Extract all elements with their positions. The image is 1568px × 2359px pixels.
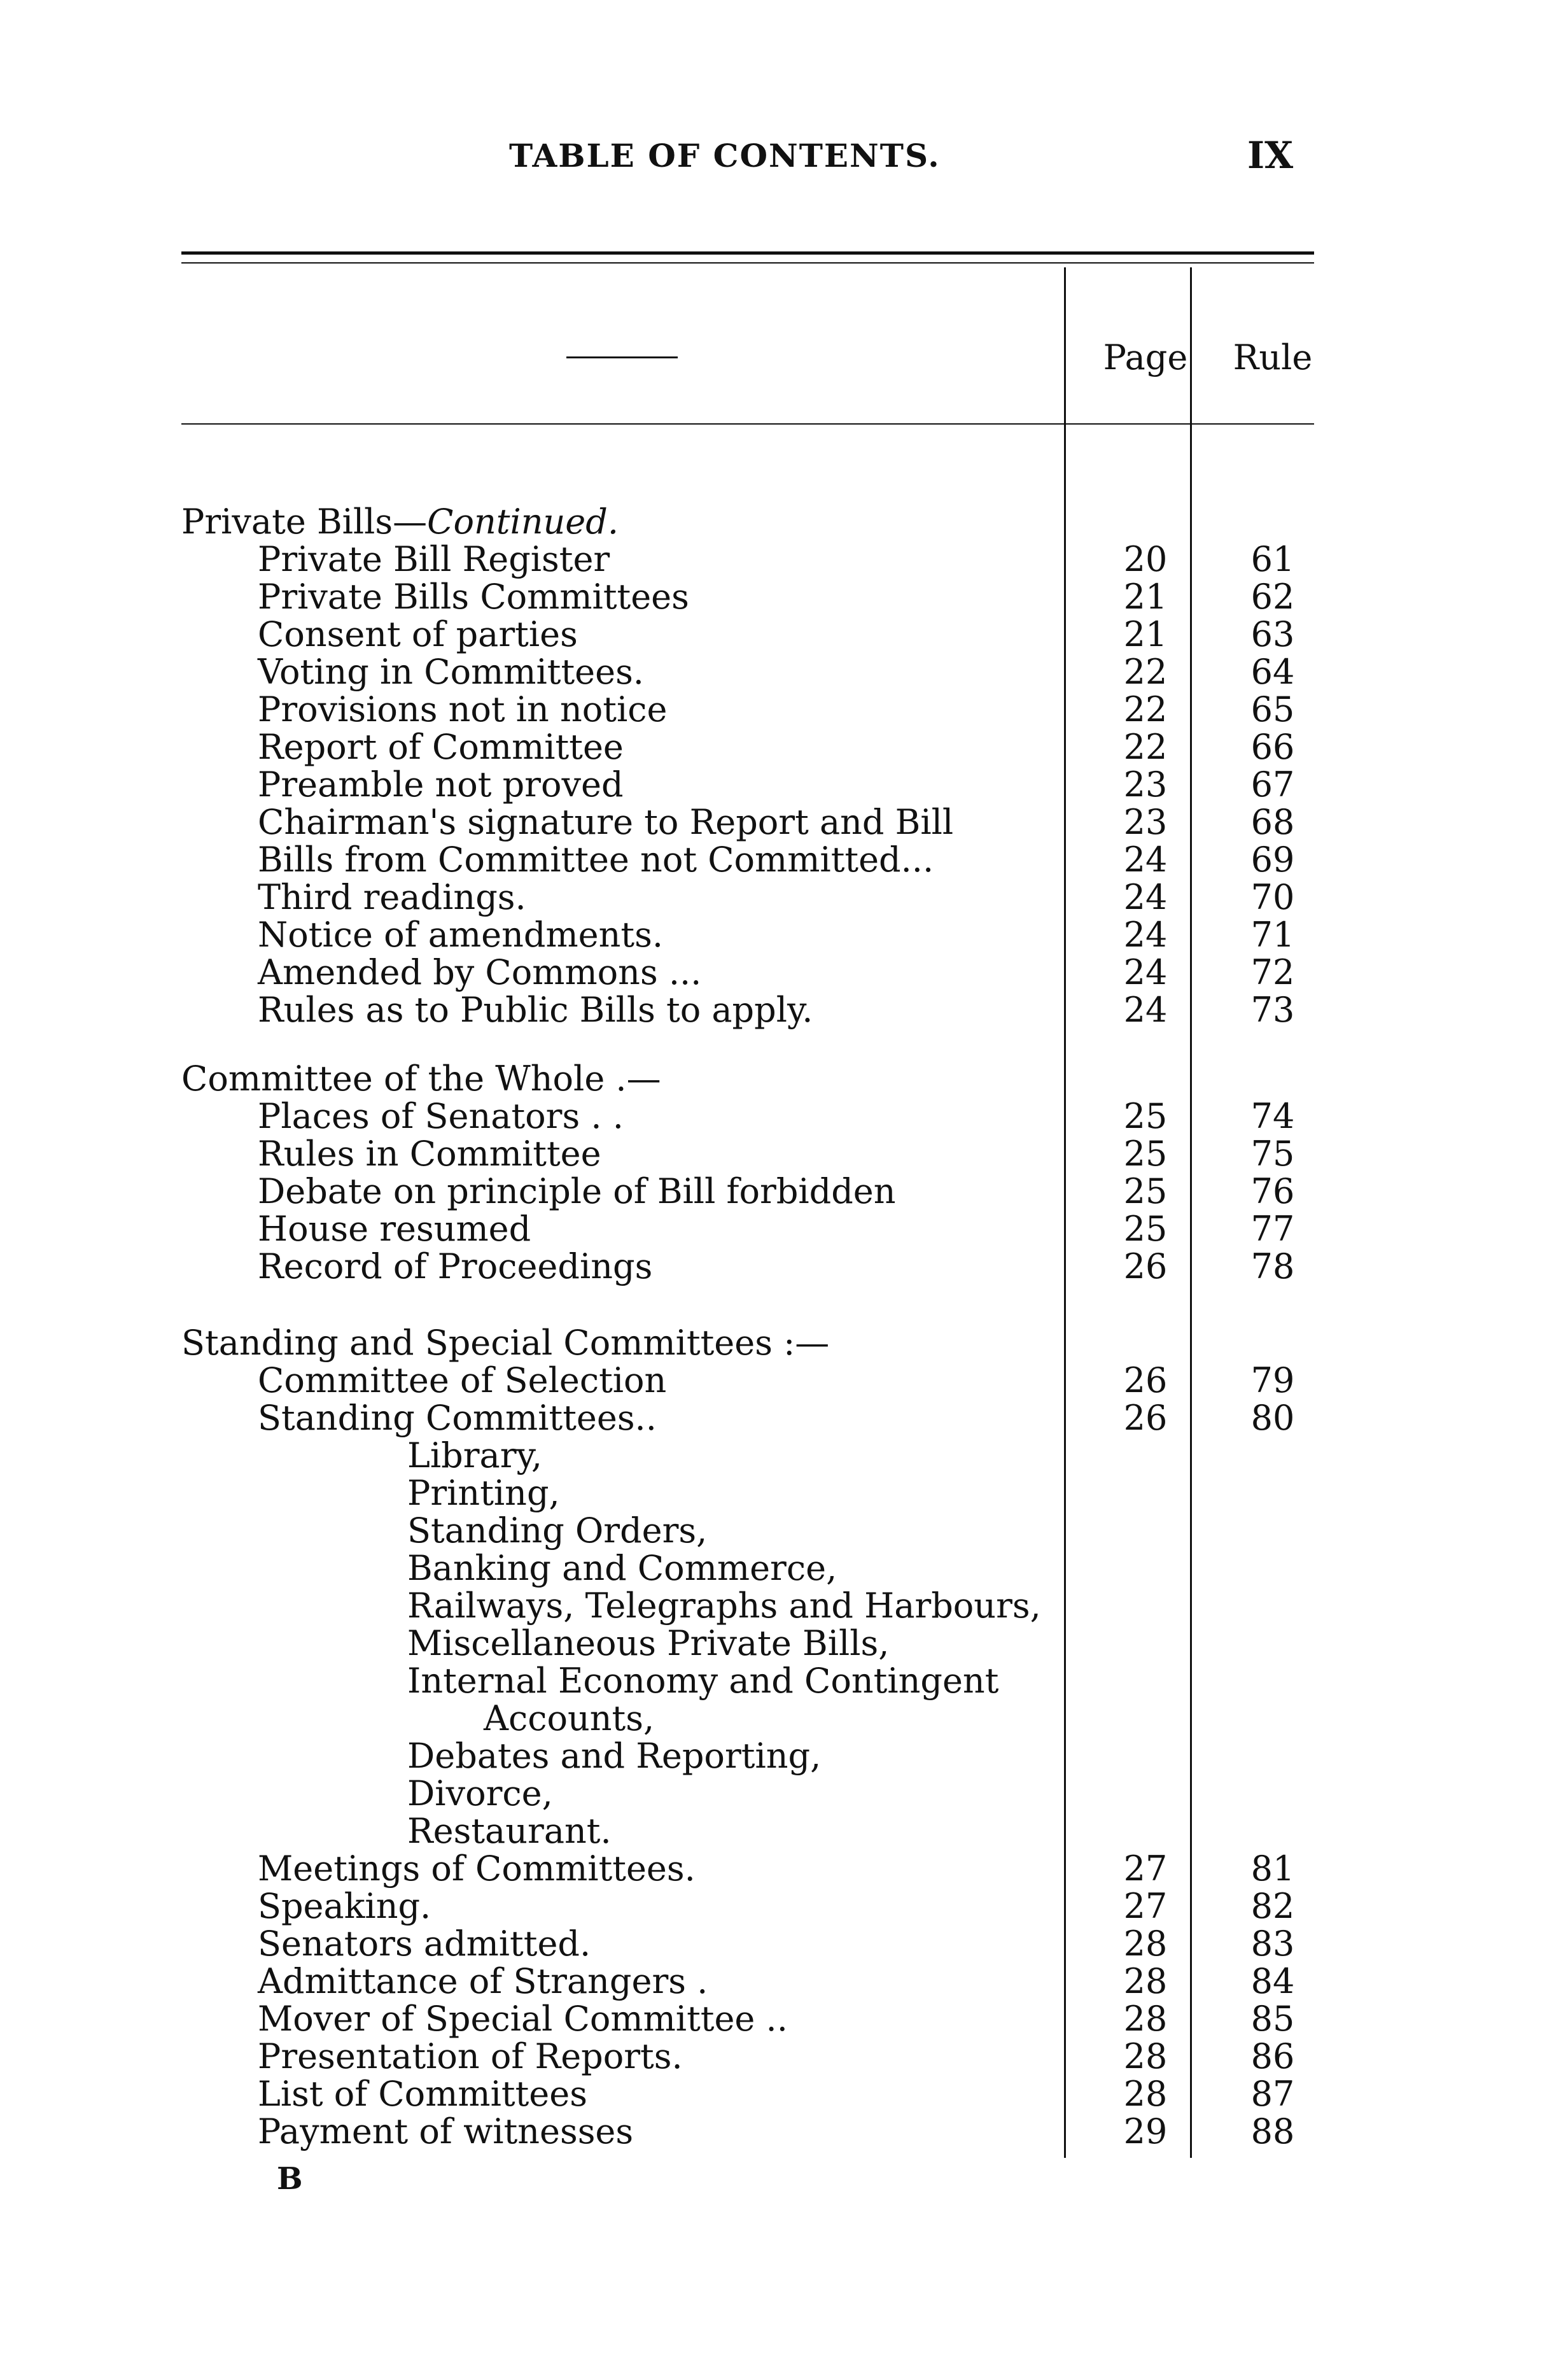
entry-rule: 62 [1250, 577, 1295, 617]
section-title-row [0, 1324, 1568, 1362]
toc-entry [0, 540, 1568, 578]
entry-rule: 74 [1250, 1096, 1295, 1136]
toc-entry [0, 1399, 1568, 1437]
column-header-rule: Rule [1233, 337, 1313, 377]
committee-name: Standing Orders, [407, 1510, 708, 1551]
entry-label: Third readings. [258, 877, 526, 917]
header-rule [181, 423, 1314, 425]
toc-entry [0, 1135, 1568, 1172]
entry-rule: 82 [1250, 1886, 1295, 1926]
entry-label: Amended by Commons ... [258, 952, 702, 992]
entry-page: 21 [1123, 577, 1168, 617]
entry-rule: 83 [1250, 1924, 1295, 1964]
entry-rule: 80 [1250, 1398, 1295, 1438]
section-title-suffix: Continued. [427, 502, 619, 542]
entry-label: Chairman's signature to Report and Bill [258, 802, 954, 842]
committee-list-item [0, 1437, 1568, 1474]
entry-label: Preamble not proved [258, 764, 624, 805]
section-title-row [0, 1060, 1568, 1097]
committee-list-item [0, 1624, 1568, 1662]
toc-entry [0, 991, 1568, 1029]
entry-label: Rules in Committee [258, 1134, 601, 1174]
toc-entry [0, 803, 1568, 841]
committee-list-item [0, 1474, 1568, 1512]
entry-page: 28 [1123, 1924, 1168, 1964]
entry-page: 28 [1123, 1961, 1168, 2001]
toc-entry [0, 1887, 1568, 1925]
entry-rule: 73 [1250, 990, 1295, 1030]
committee-list-item [0, 1549, 1568, 1587]
entry-rule: 79 [1250, 1360, 1295, 1400]
entry-label: Voting in Committees. [258, 652, 644, 692]
entry-label: Rules as to Public Bills to apply. [258, 990, 813, 1030]
entry-label: House resumed [258, 1209, 531, 1249]
entry-label: Mover of Special Committee .. [258, 1999, 788, 2039]
entry-page: 24 [1123, 990, 1168, 1030]
section-title: Standing and Special Committees :— [181, 1323, 830, 1363]
entry-label: Standing Committees.. [258, 1398, 657, 1438]
entry-page: 22 [1123, 689, 1168, 729]
toc-entry [0, 728, 1568, 766]
entry-page: 27 [1123, 1848, 1168, 1889]
entry-rule: 88 [1250, 2111, 1295, 2151]
running-title: TABLE OF CONTENTS. [509, 137, 941, 174]
entry-page: 25 [1123, 1134, 1168, 1174]
signature-mark: B [277, 2161, 303, 2197]
entry-rule: 69 [1250, 840, 1295, 880]
toc-entry [0, 2113, 1568, 2150]
entry-rule: 68 [1250, 802, 1295, 842]
entry-page: 25 [1123, 1171, 1168, 1211]
entry-page: 22 [1123, 652, 1168, 692]
entry-page: 28 [1123, 2074, 1168, 2114]
entry-label: Record of Proceedings [258, 1246, 653, 1286]
toc-entry [0, 841, 1568, 878]
committee-name: Railways, Telegraphs and Harbours, [407, 1586, 1041, 1626]
entry-rule: 71 [1250, 915, 1295, 955]
entry-page: 22 [1123, 727, 1168, 767]
header-dash [566, 356, 678, 358]
toc-entry [0, 766, 1568, 803]
toc-entry [0, 1248, 1568, 1285]
entry-label: Private Bill Register [258, 539, 610, 579]
toc-entry [0, 1850, 1568, 1887]
entry-page: 28 [1123, 2036, 1168, 2076]
entry-label: Places of Senators . . [258, 1096, 624, 1136]
entry-rule: 64 [1250, 652, 1295, 692]
toc-entry [0, 1097, 1568, 1135]
entry-label: Consent of parties [258, 614, 578, 654]
toc-entry [0, 616, 1568, 653]
entry-label: Report of Committee [258, 727, 624, 767]
section-title-row [0, 503, 1568, 540]
entry-rule: 86 [1250, 2036, 1295, 2076]
entry-rule: 61 [1250, 539, 1295, 579]
entry-rule: 75 [1250, 1134, 1295, 1174]
section-title: Private Bills—Continued. [181, 502, 619, 542]
entry-page: 27 [1123, 1886, 1168, 1926]
entry-page: 26 [1123, 1246, 1168, 1286]
committee-name: Accounts, [484, 1698, 655, 1738]
toc-entry [0, 691, 1568, 728]
toc-entry [0, 2000, 1568, 2038]
committee-name: Internal Economy and Contingent [407, 1661, 999, 1701]
committee-name: Library, [407, 1435, 543, 1475]
entry-label: Committee of Selection [258, 1360, 667, 1400]
entry-rule: 85 [1250, 1999, 1295, 2039]
entry-page: 23 [1123, 802, 1168, 842]
entry-rule: 67 [1250, 764, 1295, 805]
entry-page: 20 [1123, 539, 1168, 579]
entry-page: 24 [1123, 952, 1168, 992]
entry-label: Presentation of Reports. [258, 2036, 683, 2076]
entry-rule: 63 [1250, 614, 1295, 654]
entry-page: 24 [1123, 915, 1168, 955]
entry-rule: 81 [1250, 1848, 1295, 1889]
entry-rule: 78 [1250, 1246, 1295, 1286]
entry-label: Speaking. [258, 1886, 431, 1926]
committee-list-item [0, 1512, 1568, 1549]
committee-list-item [0, 1700, 1568, 1737]
entry-rule: 84 [1250, 1961, 1295, 2001]
entry-page: 28 [1123, 1999, 1168, 2039]
entry-page: 24 [1123, 877, 1168, 917]
toc-entry [0, 1362, 1568, 1399]
toc-entry [0, 1962, 1568, 2000]
entry-rule: 76 [1250, 1171, 1295, 1211]
entry-page: 26 [1123, 1360, 1168, 1400]
toc-entry [0, 1172, 1568, 1210]
committee-name: Divorce, [407, 1773, 553, 1813]
entry-label: Admittance of Strangers . [258, 1961, 708, 2001]
entry-label: Senators admitted. [258, 1924, 591, 1964]
column-header-page: Page [1103, 337, 1188, 377]
committee-list-item [0, 1737, 1568, 1775]
section-title: Committee of the Whole .— [181, 1059, 661, 1099]
toc-entry [0, 916, 1568, 954]
entry-page: 25 [1123, 1209, 1168, 1249]
entry-label: Bills from Committee not Committed... [258, 840, 934, 880]
committee-name: Printing, [407, 1473, 560, 1513]
entry-rule: 70 [1250, 877, 1295, 917]
committee-name: Banking and Commerce, [407, 1548, 837, 1588]
toc-entry [0, 578, 1568, 616]
entry-page: 29 [1123, 2111, 1168, 2151]
entry-label: List of Committees [258, 2074, 587, 2114]
top-rule-thick [181, 251, 1314, 255]
committee-list-item [0, 1775, 1568, 1812]
toc-entry [0, 2075, 1568, 2113]
top-rule-thin [181, 262, 1314, 264]
entry-label: Meetings of Committees. [258, 1848, 696, 1889]
committee-name: Restaurant. [407, 1811, 612, 1851]
entry-label: Debate on principle of Bill forbidden [258, 1171, 896, 1211]
committee-name: Debates and Reporting, [407, 1736, 822, 1776]
entry-page: 21 [1123, 614, 1168, 654]
entry-rule: 72 [1250, 952, 1295, 992]
entry-rule: 66 [1250, 727, 1295, 767]
entry-label: Private Bills Committees [258, 577, 689, 617]
entry-rule: 77 [1250, 1209, 1295, 1249]
committee-list-item [0, 1587, 1568, 1624]
toc-entry [0, 1210, 1568, 1248]
entry-rule: 87 [1250, 2074, 1295, 2114]
toc-entry [0, 954, 1568, 991]
committee-list-item [0, 1812, 1568, 1850]
entry-label: Notice of amendments. [258, 915, 663, 955]
committee-list-item [0, 1662, 1568, 1700]
toc-entry [0, 1925, 1568, 1962]
toc-entry [0, 2038, 1568, 2075]
toc-entry [0, 878, 1568, 916]
entry-page: 26 [1123, 1398, 1168, 1438]
entry-rule: 65 [1250, 689, 1295, 729]
entry-page: 23 [1123, 764, 1168, 805]
toc-entry [0, 653, 1568, 691]
entry-page: 25 [1123, 1096, 1168, 1136]
page-number: IX [1247, 134, 1294, 177]
entry-label: Provisions not in notice [258, 689, 668, 729]
committee-name: Miscellaneous Private Bills, [407, 1623, 890, 1663]
entry-label: Payment of witnesses [258, 2111, 634, 2151]
entry-page: 24 [1123, 840, 1168, 880]
